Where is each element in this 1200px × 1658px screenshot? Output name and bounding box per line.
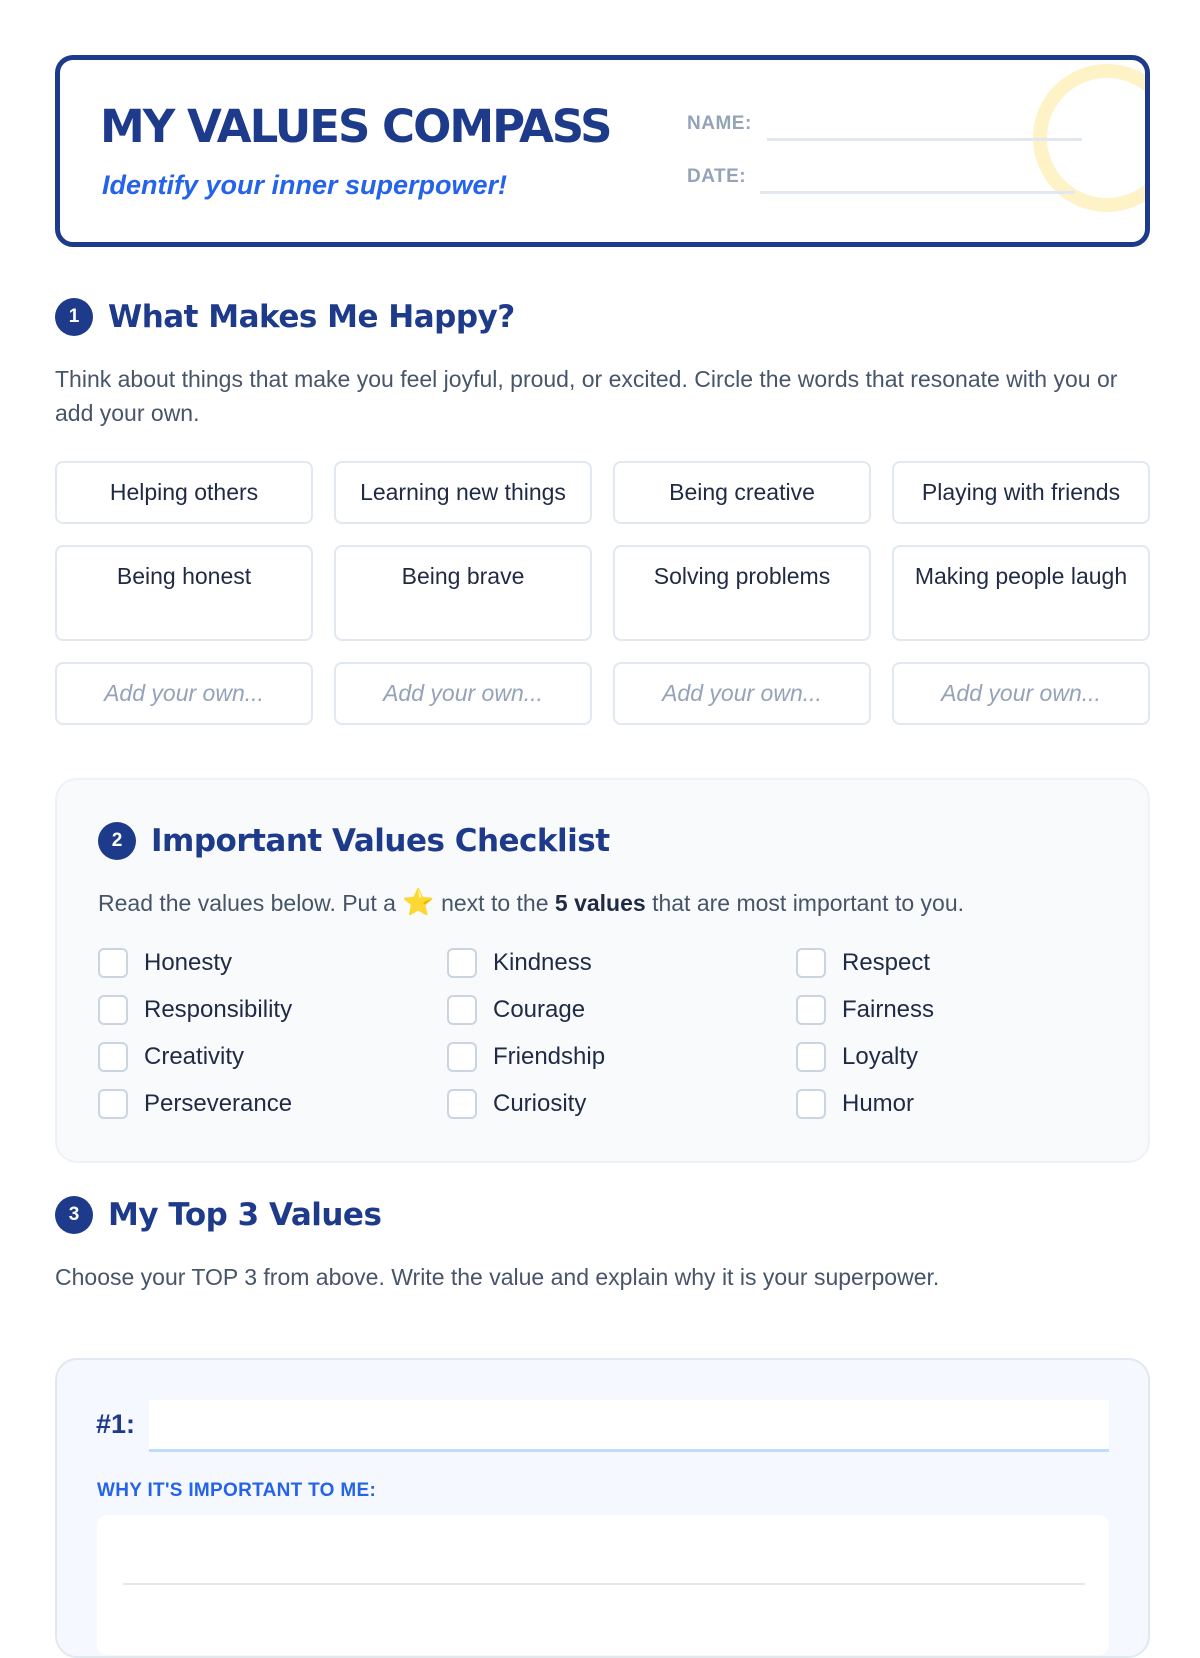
add-your-own-field[interactable]: Add your own... [334, 662, 592, 725]
section-number-badge: 3 [55, 1196, 93, 1234]
checklist-item[interactable] [447, 946, 796, 980]
happy-item[interactable]: Playing with friends [892, 461, 1150, 524]
why-label: WHY IT'S IMPORTANT TO ME: [97, 1480, 377, 1501]
checklist-item[interactable] [796, 1087, 1096, 1121]
checklist-label: Perseverance [144, 1090, 293, 1117]
checkbox[interactable] [98, 948, 128, 978]
why-textarea[interactable] [97, 1515, 1109, 1655]
section-title: Important Values Checklist [151, 823, 610, 859]
desc-text: Read the values below. Put a [98, 890, 403, 916]
checkbox[interactable] [796, 1089, 826, 1119]
checkbox[interactable] [447, 995, 477, 1025]
section-3-heading [55, 1196, 381, 1234]
top-value-card [55, 1358, 1150, 1658]
checkbox[interactable] [98, 1089, 128, 1119]
happy-item[interactable]: Solving problems [613, 545, 871, 641]
section-2-description [98, 885, 1108, 920]
happy-item[interactable]: Being brave [334, 545, 592, 641]
page-subtitle: Identify your inner superpower! [102, 170, 508, 200]
checklist-label: Humor [842, 1090, 915, 1117]
section-title: My Top 3 Values [108, 1197, 382, 1233]
checklist-label: Creativity [144, 1043, 245, 1070]
checkbox[interactable] [447, 1042, 477, 1072]
checklist-label: Fairness [842, 996, 935, 1023]
checklist-item[interactable] [796, 993, 1096, 1027]
desc-text: next to the [434, 890, 555, 916]
happy-item[interactable]: Being honest [55, 545, 313, 641]
desc-emphasis: 5 values [554, 890, 646, 916]
checklist-item[interactable] [98, 1087, 447, 1121]
checklist-item[interactable] [796, 1040, 1096, 1074]
section-1-heading [55, 298, 515, 336]
checkbox[interactable] [796, 1042, 826, 1072]
checkbox[interactable] [796, 995, 826, 1025]
section-title: What Makes Me Happy? [108, 299, 515, 335]
section-2-heading [98, 822, 610, 860]
happy-item[interactable]: Helping others [55, 461, 313, 524]
checklist-label: Friendship [493, 1043, 606, 1070]
happy-item[interactable]: Making people laugh [892, 545, 1150, 641]
checklist-item[interactable] [98, 993, 447, 1027]
top-value-input[interactable] [149, 1400, 1109, 1452]
checklist-item[interactable] [447, 993, 796, 1027]
date-field[interactable] [760, 191, 1075, 194]
writing-line [123, 1583, 1085, 1585]
page-title: MY VALUES COMPASS [100, 100, 611, 153]
add-your-own-field[interactable]: Add your own... [892, 662, 1150, 725]
checkbox[interactable] [98, 995, 128, 1025]
section-1-description: Think about things that make you feel joyful, proud, or excited. Circle the words that resonate with you or add your own. [55, 366, 1118, 426]
checklist-label: Honesty [144, 949, 233, 976]
checklist-label: Responsibility [144, 996, 293, 1023]
checklist-label: Curiosity [493, 1090, 587, 1117]
add-your-own-field[interactable]: Add your own... [613, 662, 871, 725]
checklist-label: Courage [493, 996, 586, 1023]
checklist-item[interactable] [796, 946, 1096, 980]
happy-item[interactable]: Being creative [613, 461, 871, 524]
rank-label: #1: [96, 1409, 136, 1439]
add-your-own-field[interactable]: Add your own... [55, 662, 313, 725]
checklist-label: Loyalty [842, 1043, 919, 1070]
checklist-item[interactable] [447, 1040, 796, 1074]
desc-text: that are most important to you. [645, 890, 965, 916]
section-number-badge: 1 [55, 298, 93, 336]
values-checklist [98, 946, 1096, 1121]
checklist-item[interactable] [98, 946, 447, 980]
happy-item[interactable]: Learning new things [334, 461, 592, 524]
header-card [55, 55, 1150, 247]
checklist-label: Kindness [493, 949, 592, 976]
happy-grid [55, 461, 1150, 725]
checklist-label: Respect [842, 949, 931, 976]
checkbox[interactable] [98, 1042, 128, 1072]
checkbox[interactable] [796, 948, 826, 978]
section-3-description: Choose your TOP 3 from above. Write the value and explain why it is your superpower. [55, 1264, 940, 1290]
name-field[interactable] [767, 138, 1082, 141]
star-icon: ⭐ [402, 887, 435, 917]
name-label: NAME: [687, 113, 752, 134]
checklist-item[interactable] [98, 1040, 447, 1074]
checklist-panel [55, 778, 1150, 1163]
checkbox[interactable] [447, 948, 477, 978]
checkbox[interactable] [447, 1089, 477, 1119]
date-label: DATE: [687, 166, 747, 187]
checklist-item[interactable] [447, 1087, 796, 1121]
section-number-badge: 2 [98, 822, 136, 860]
